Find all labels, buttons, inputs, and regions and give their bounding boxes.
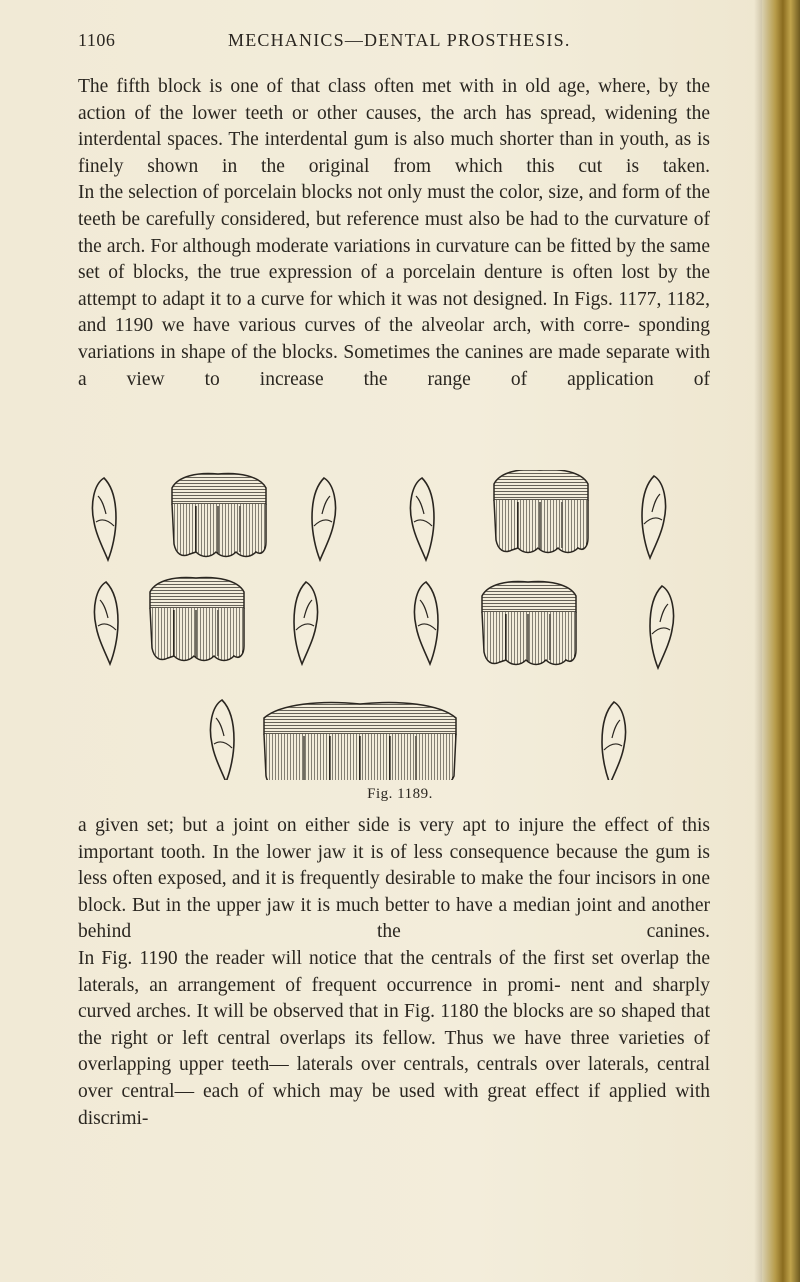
tooth-set-5	[210, 700, 625, 780]
tooth-set-4	[414, 582, 673, 668]
text-block-before-figure	[78, 74, 710, 393]
tooth-set-3	[94, 578, 317, 664]
paragraph: In Fig. 1190 the reader will notice that the centrals of the first set overlap the laterals, an arrangement of frequent occurrence in promi- nent and sharply curved arches. It will be observed that in Fig. 1180 the blocks are so shaped that the right or left central overlaps its fellow. Thus we have three varieties of overlapping upper teeth— laterals over centrals, centrals over laterals, central over central— each of which may be used with great effect if applied with discrimi-	[78, 947, 710, 1129]
figure-caption: Fig. 1189.	[367, 786, 433, 802]
paragraph: a given set; but a joint on either side is very apt to injure the effect of this important tooth. In the lower jaw it is of less consequence because the gum is less often exposed, and it is frequently desirable to make the four incisors in one block. But in the upper jaw it is much better to have a median joint and another behind the canines.	[78, 815, 710, 943]
tooth-set-1	[92, 474, 335, 560]
paragraph: The fifth block is one of that class often met with in old age, where, by the action of the lower teeth or other causes, the arch has spread, widening the interdental spaces. The interdental gum is also much shorter than in youth, as is finely shown in the original from which this cut is taken.	[78, 76, 710, 177]
paragraph: In the selection of porcelain blocks not only must the color, size, and form of the teeth be carefully considered, but reference must also be had to the curvature of the arch. For although moderate variations in curvature can be fitted by the same set of blocks, the true expression of a porcelain denture is often lost by the attempt to adapt it to a curve for which it was not designed. In Figs. 1177, 1182, and 1190 we have various curves of the alveolar arch, with corre- sponding variations in shape of the blocks. Sometimes the canines are made separate with a view to increase the range of application of	[78, 182, 710, 390]
page-number: 1106	[78, 30, 116, 50]
dental-blocks-illustration	[90, 470, 710, 780]
book-edge	[762, 0, 800, 1282]
running-head	[78, 30, 738, 58]
running-head-title: MECHANICS—DENTAL PROSTHESIS.	[228, 30, 571, 50]
text-block-after-figure	[78, 813, 710, 1132]
figure-1189	[90, 470, 710, 810]
tooth-set-2	[410, 470, 665, 560]
